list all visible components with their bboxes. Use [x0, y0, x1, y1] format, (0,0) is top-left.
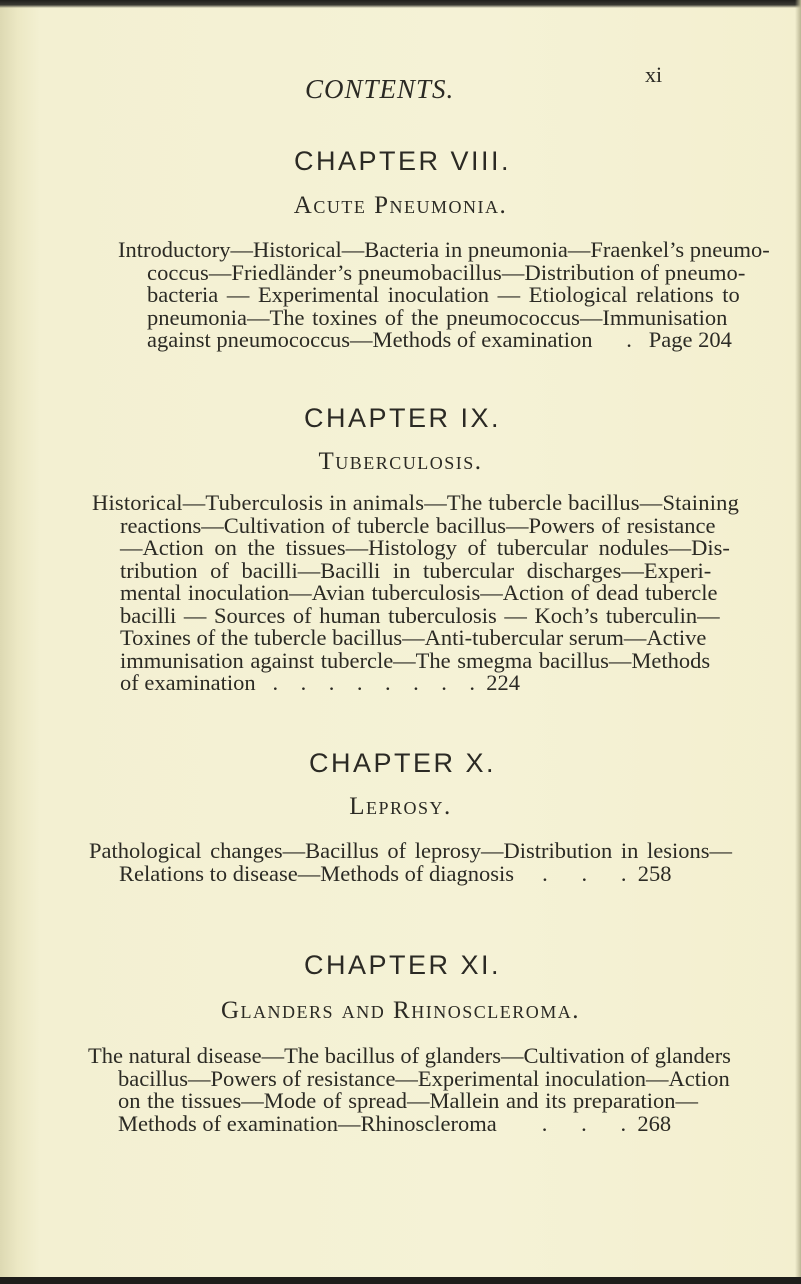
page-reference: 224	[486, 670, 520, 695]
summary-line: Introductory—Historical—Bacteria in pneumonia—Fraenkel’s pneumo-	[118, 237, 770, 262]
summary-line: bacillus—Powers of resistance—Experimental inoculation—Action	[118, 1065, 730, 1091]
chapter-10-summary	[89, 838, 733, 886]
summary-line: on the tissues—Mode of spread—Mallein and its preparation—	[118, 1088, 699, 1113]
summary-line: immunisation against tubercle—The smegma bacillus—Methods	[120, 647, 711, 673]
summary-line-text: Relations to disease—Methods of diagnosis	[119, 860, 514, 886]
chapter-9-summary	[92, 490, 740, 695]
chapter-8-title: Acute Pneumonia.	[293, 192, 508, 219]
summary-line: pneumonia—The toxines of the pneumococcus—Immunisation	[147, 304, 728, 330]
chapter-11-title: Glanders and Rhinoscleroma.	[221, 997, 580, 1024]
page-top-shadow	[0, 0, 801, 8]
summary-line: Pathological changes—Bacillus of leprosy—Distribution in lesions—	[89, 838, 733, 863]
chapter-9-title: Tuberculosis.	[318, 448, 483, 475]
page-number: xi	[645, 62, 663, 87]
summary-line: Toxines of the tubercle bacillus—Anti-tubercular serum—Active	[120, 625, 707, 650]
page-reference: 258	[637, 860, 672, 886]
summary-line: bacilli — Sources of human tuberculosis — Koch’s tuberculin—	[120, 602, 720, 628]
summary-line: coccus—Friedländer’s pneumobacillus—Distribution of pneumo-	[147, 259, 746, 285]
summary-line: tribution of bacilli—Bacilli in tubercular discharges—Experi-	[120, 557, 712, 583]
summary-line: reactions—Cultivation of tubercle bacillus—Powers of resistance	[120, 512, 716, 538]
chapter-9-heading: CHAPTER IX.	[303, 403, 502, 433]
dot-leader: . . .	[496, 1110, 638, 1136]
summary-line-text: of examination	[120, 670, 256, 695]
summary-line	[147, 327, 732, 352]
chapter-10-heading: CHAPTER X.	[308, 748, 497, 778]
page-bottom-shadow	[0, 1277, 801, 1284]
page-reference: Page 204	[648, 327, 732, 352]
page-reference: 268	[637, 1110, 672, 1136]
summary-line	[118, 1110, 710, 1136]
dot-leader: . . . . . . . .	[255, 670, 487, 695]
summary-line: Historical—Tuberculosis in animals—The tubercle bacillus—Staining	[92, 490, 740, 515]
summary-line: —Action on the tissues—Histology of tubercular nodules—Dis-	[120, 535, 730, 560]
running-title: CONTENTS.	[305, 74, 455, 104]
chapter-11-summary	[88, 1043, 731, 1136]
chapter-11-heading: CHAPTER XI.	[303, 950, 502, 980]
summary-line	[119, 860, 711, 886]
summary-line: bacteria — Experimental inoculation — Etiological relations to	[147, 282, 740, 307]
chapter-8-summary	[118, 237, 770, 352]
dot-leader: .	[592, 327, 649, 352]
summary-line-text: Methods of examination—Rhinoscleroma	[118, 1110, 497, 1136]
summary-line: mental inoculation—Avian tuberculosis—Action of dead tubercle	[120, 580, 718, 605]
summary-line: The natural disease—The bacillus of glanders—Cultivation of glanders	[88, 1043, 731, 1068]
summary-line	[120, 672, 694, 695]
chapter-8-heading: CHAPTER VIII.	[293, 146, 512, 176]
chapter-10-title: Leprosy.	[349, 793, 452, 820]
summary-line-text: against pneumococcus—Methods of examination	[147, 327, 593, 352]
dot-leader: . . .	[513, 860, 638, 886]
